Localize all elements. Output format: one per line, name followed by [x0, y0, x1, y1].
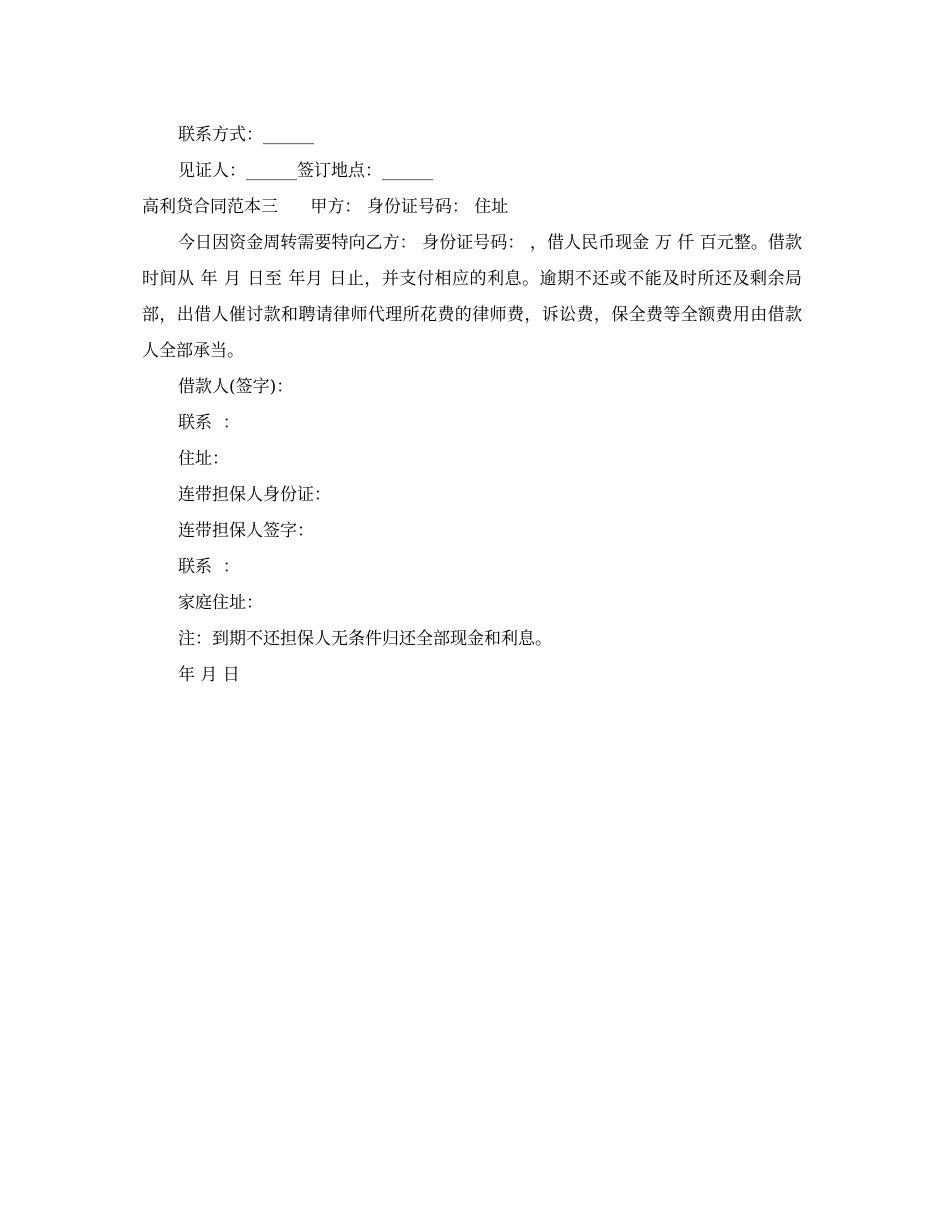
borrower-signature-line: 借款人(签字)： [178, 377, 294, 397]
home-address-line: 家庭住址： [178, 593, 263, 613]
document-page [142, 117, 802, 693]
contract-title-line: 高利贷合同范本三 甲方： 身份证号码： 住址 [142, 197, 509, 217]
borrower-contact-line: 联系 ： [178, 413, 240, 433]
guarantor-signature-line: 连带担保人签字： [178, 521, 314, 541]
guarantor-contact-line: 联系 ： [178, 557, 240, 577]
contact-method-line: 联系方式：______ [178, 125, 314, 145]
guarantor-id-line: 连带担保人身份证： [178, 485, 331, 505]
note-line: 注：到期不还担保人无条件归还全部现金和利息。 [178, 629, 552, 649]
witness-sign-place-line: 见证人：______签订地点：______ [178, 161, 433, 181]
borrower-address-line: 住址： [178, 449, 229, 469]
date-line: 年 月 日 [178, 665, 240, 685]
loan-terms-paragraph: 今日因资金周转需要特向乙方： 身份证号码： ，借人民币现金 万 仟 百元整。借款时间从 年 月 日至 年月 日止，并支付相应的利息。逾期不还或不能及时所还及剩余局部，出借人催讨款和聘请律师代理所花费的律师费，诉讼费，保全费等全额费用由借款人全部承当。 [142, 233, 802, 361]
